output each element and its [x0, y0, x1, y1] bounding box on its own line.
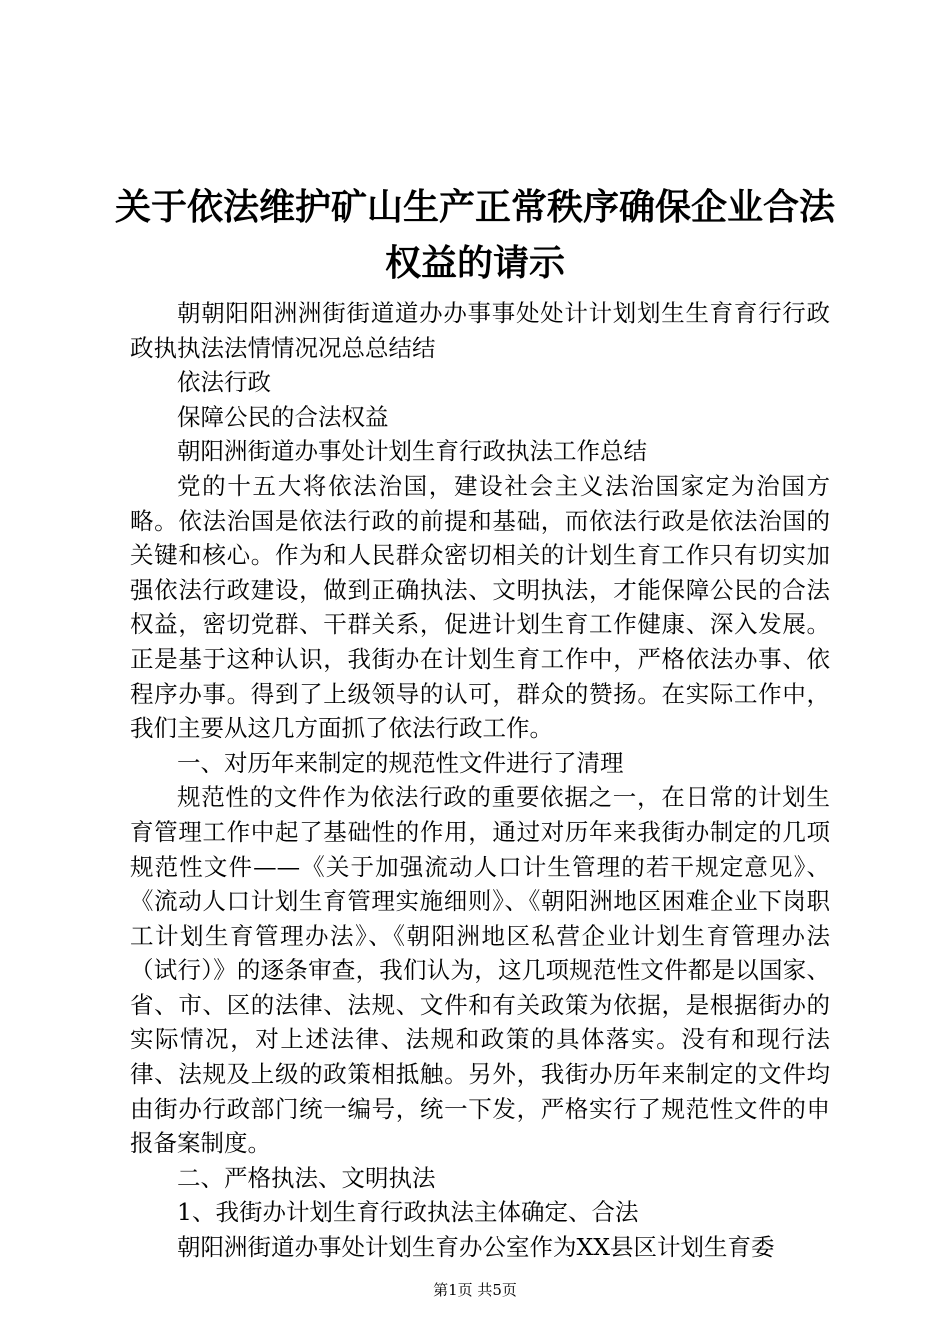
- section-heading-1: 一、对历年来制定的规范性文件进行了清理: [177, 748, 624, 777]
- document-body: [130, 296, 830, 1265]
- subsection-heading-1: 1、我街办计划生育行政执法主体确定、合法: [177, 1198, 639, 1227]
- paragraph-heading-duplicated: 朝朝阳阳洲洲街街道道办办事事处处计计划划生生育育行行政政执执法法情情况况总总结结: [130, 299, 830, 362]
- page-footer: 第1页 共5页: [433, 1281, 517, 1299]
- paragraph-rule-of-law: 依法行政: [177, 368, 271, 397]
- paragraph-protect-rights: 保障公民的合法权益: [177, 402, 389, 431]
- paragraph-subsection-1: 朝阳洲街道办事处计划生育办公室作为XX县区计划生育委: [177, 1233, 775, 1262]
- paragraph-summary-title: 朝阳洲街道办事处计划生育行政执法工作总结: [177, 437, 647, 466]
- document-title-line-2: 权益的请示: [384, 242, 565, 284]
- section-heading-2: 二、严格执法、文明执法: [177, 1163, 436, 1192]
- paragraph-section-1: 规范性的文件作为依法行政的重要依据之一，在日常的计划生育管理工作中起了基础性的作用，通过对历年来我街办制定的几项规范性文件——《关于加强流动人口计生管理的若干规定意见》、《流动人口计划生育管理实施细则》、《朝阳洲地区困难企业下岗职工计划生育管理办法》、《朝阳洲地区私营企业计划生育管理办法（试行）》的逐条审查，我们认为，这几项规范性文件都是以国家、省、市、区的法律、法规、文件和有关政策为依据，是根据街办的实际情况，对上述法律、法规和政策的具体落实。没有和现行法律、法规及上级的政策相抵触。另外，我街办历年来制定的文件均由街办行政部门统一编号，统一下发，严格实行了规范性文件的申报备案制度。: [130, 783, 830, 1158]
- paragraph-intro: 党的十五大将依法治国，建设社会主义法治国家定为治国方略。依法治国是依法行政的前提和基础，而依法行政是依法治国的关键和核心。作为和人民群众密切相关的计划生育工作只有切实加强依法行政建设，做到正确执法、文明执法，才能保障公民的合法权益，密切党群、干群关系，促进计划生育工作健康、深入发展。正是基于这种认识，我街办在计划生育工作中，严格依法办事、依程序办事。得到了上级领导的认可，群众的赞扬。在实际工作中，我们主要从这几方面抓了依法行政工作。: [130, 471, 830, 743]
- document-title-line-1: 关于依法维护矿山生产正常秩序确保企业合法: [114, 186, 835, 228]
